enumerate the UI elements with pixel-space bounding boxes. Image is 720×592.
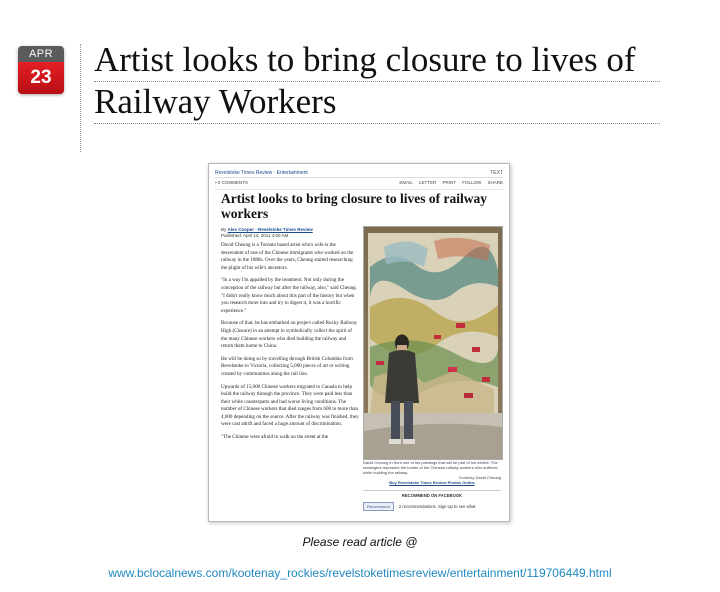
clip-paragraph: Because of that, he has embarked on project called Rocky Railway High (Closure) in an attempt to symbolically collect the spirit of the many Chinese workers who died building the railway and return them home to China.: [221, 320, 358, 350]
date-month: APR: [18, 46, 64, 62]
clip-fb-heading: RECOMMEND ON FACEBOOK: [401, 493, 463, 498]
clip-byline-name: Alex Cooper - Revelstoke Times Review: [227, 227, 313, 232]
clip-paragraph: "In a way I'm appalled by the treatment. Not only during the conception of the railway but after the railway, also," said Cheung. "I didn't really know much about this part of the history but when you research more into and try to digest it, it was a horrific experience.": [221, 277, 357, 314]
clip-byline: [221, 227, 361, 239]
clip-tool-print: PRINT: [442, 180, 456, 185]
artist-photo: [363, 226, 503, 460]
clip-text-size: TEXT: [490, 170, 503, 176]
clip-facebook-box: [363, 490, 501, 517]
clip-breadcrumb: Revelstoke Times Review · Entertainment: [215, 170, 308, 176]
clip-photo-credit: Courtesy David Cheung: [458, 475, 501, 480]
read-article-caption: Please read article @: [302, 535, 418, 549]
clip-toolbar: [215, 180, 503, 190]
clip-published: Published: April 14, 2011 4:00 AM: [221, 233, 289, 238]
clip-body: [221, 242, 359, 517]
clip-comments-count: ▪ 0 COMMENTS: [215, 180, 248, 185]
clip-tool-email: EMAIL: [399, 180, 413, 185]
clip-buy-photos-link: Buy Revelstoke Times Review Photos Online: [389, 480, 475, 485]
clip-breadcrumb-bar: [215, 170, 503, 178]
clip-tool-letter: LETTER: [418, 180, 437, 185]
clip-tool-share: SHARE: [487, 180, 503, 185]
date-day: 23: [18, 62, 64, 94]
clip-paragraph: David Cheung is a Toronto based artist who's wife is the descendent of one of the Chinese immigrants who worked on the railway in the 1880s. Over the years, Cheung started researching the plight of his wife's ancestors.: [221, 242, 354, 271]
clip-paragraph: He will be doing so by travelling through British Columbia from Revelstoke to Victoria, collecting 5,000 pieces of art or writing created by communities along the rail line.: [221, 355, 353, 377]
clip-photo-caption-text: David Cheung in front one of his paintings that will be part of his exhibit. The rectangles represent the tombs of the Chinese railway workers who suffered while building the railway.: [363, 460, 498, 475]
clip-fb-count: 2 recommendations. Sign Up to see what: [398, 504, 476, 509]
divider: [80, 44, 81, 152]
post-title-line[interactable]: Artist looks to bring closure to lives of: [94, 40, 660, 82]
post-title-line[interactable]: Railway Workers: [94, 82, 660, 124]
clip-paragraph: "The Chinese were afraid to walk on the street at the: [221, 434, 329, 441]
artist-photo-image: [364, 227, 502, 459]
date-badge: [18, 46, 64, 94]
clip-comments-label: 0 COMMENTS: [217, 180, 248, 185]
clip-byline-prefix: By: [221, 227, 227, 232]
clip-paragraph: Upwards of 15,000 Chinese workers migrated to Canada to help build the railway through the province. They were paid less than their white counterparts and had worse living conditions. The number of Chinese workers that died ranges from 600 to more than 4,000 depending on the source. After the railway was finished, they were cast adrift and faced a huge amount of discrimination.: [221, 383, 359, 428]
clip-tool-follow: FOLLOW: [462, 180, 482, 185]
clip-photo-caption: [363, 460, 501, 485]
post-title[interactable]: [94, 40, 694, 124]
clip-headline: Artist looks to bring closure to lives of railway workers: [221, 191, 487, 221]
article-screenshot: [208, 163, 510, 522]
clip-fb-row: [363, 502, 501, 511]
article-link[interactable]: www.bclocalnews.com/kootenay_rockies/revelstoketimesreview/entertainment/119706449.html: [108, 566, 612, 580]
clip-tools: [394, 180, 503, 185]
clip-fb-recommend-button: Recommend: [363, 502, 394, 511]
